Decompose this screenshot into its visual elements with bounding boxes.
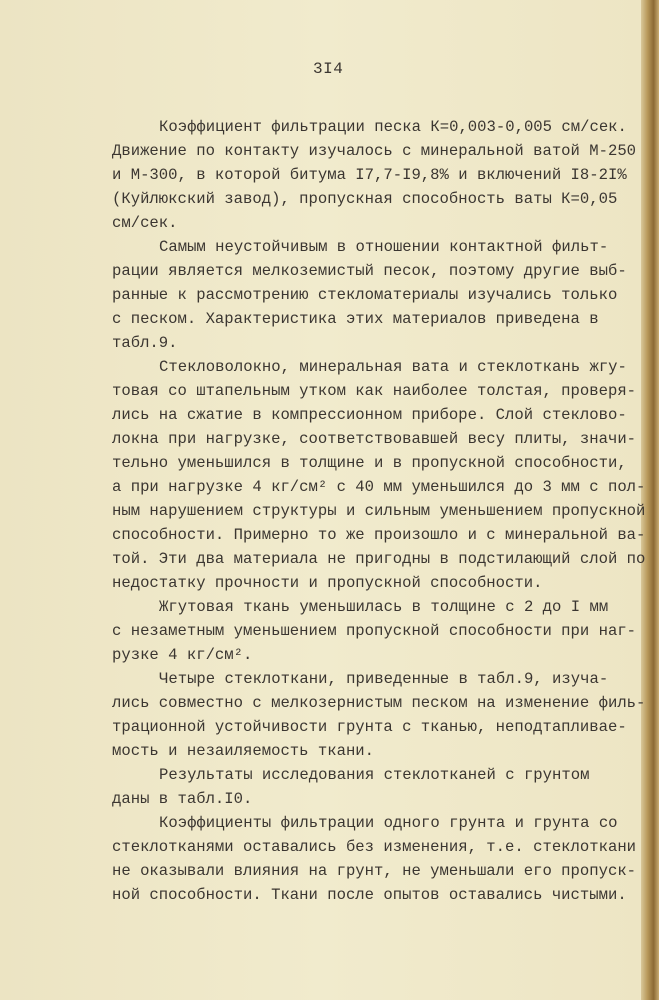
text-line: ной способности. Ткани после опытов оставались чистыми. [112, 886, 627, 904]
page-number: 3I4 [313, 60, 344, 78]
text-line: Четыре стеклоткани, приведенные в табл.9, изуча- [159, 670, 609, 688]
text-line: ным нарушением структуры и сильным уменьшением пропускной [112, 502, 646, 520]
text-line: и М-300, в которой битума I7,7-I9,8% и включений I8-2I% [112, 166, 627, 184]
paragraph [112, 763, 645, 811]
text-line: Коэффициенты фильтрации одного грунта и грунта со [159, 814, 618, 832]
document-body [112, 115, 645, 907]
paragraph [112, 667, 645, 763]
text-line: ранные к рассмотрению стекломатериалы изучались только [112, 286, 618, 304]
text-line: табл.9. [112, 334, 178, 352]
text-line: не оказывали влияния на грунт, не уменьшали его пропуск- [112, 862, 637, 880]
text-line: локна при нагрузке, соответствовавшей весу плиты, значи- [112, 430, 637, 448]
paragraph [112, 235, 645, 355]
text-line: товая со штапельным утком как наиболее толстая, проверя- [112, 382, 637, 400]
text-line: Коэффициент фильтрации песка К=0,003-0,005 см/сек. [159, 118, 627, 136]
paragraph [112, 115, 645, 235]
text-line: трационной устойчивости грунта с тканью, неподтапливае- [112, 718, 627, 736]
text-line: тельно уменьшился в толщине и в пропускной способности, [112, 454, 627, 472]
text-line: с песком. Характеристика этих материалов приведена в [112, 310, 599, 328]
text-line: способности. Примерно то же произошло и с минеральной ва- [112, 526, 646, 544]
text-line: стеклотканями оставались без изменения, т.е. стеклоткани [112, 838, 637, 856]
text-line: см/сек. [112, 214, 178, 232]
text-line: мость и незаиляемость ткани. [112, 742, 375, 760]
paragraph [112, 811, 645, 907]
text-line: лись на сжатие в компрессионном приборе. Слой стеклово- [112, 406, 627, 424]
text-line: рации является мелкоземистый песок, поэтому другие выб- [112, 262, 627, 280]
text-line: недостатку прочности и пропускной способности. [112, 574, 543, 592]
text-line: (Куйлюкский завод), пропускная способность ваты К=0,05 [112, 190, 618, 208]
text-line: рузке 4 кг/см². [112, 646, 253, 664]
paragraph [112, 355, 645, 595]
text-line: а при нагрузке 4 кг/см² с 40 мм уменьшился до 3 мм с пол- [112, 478, 646, 496]
text-line: лись совместно с мелкозернистым песком на изменение филь- [112, 694, 646, 712]
text-line: Движение по контакту изучалось с минеральной ватой М-250 [112, 142, 637, 160]
text-line: Результаты исследования стеклотканей с грунтом [159, 766, 590, 784]
text-line: Жгутовая ткань уменьшилась в толщине с 2 до I мм [159, 598, 609, 616]
paragraph [112, 595, 645, 667]
text-line: Самым неустойчивым в отношении контактной фильт- [159, 238, 609, 256]
text-line: даны в табл.I0. [112, 790, 253, 808]
text-line: той. Эти два материала не пригодны в подстилающий слой по [112, 550, 646, 568]
text-line: Стекловолокно, минеральная вата и стеклоткань жгу- [159, 358, 627, 376]
text-line: с незаметным уменьшением пропускной способности при наг- [112, 622, 637, 640]
